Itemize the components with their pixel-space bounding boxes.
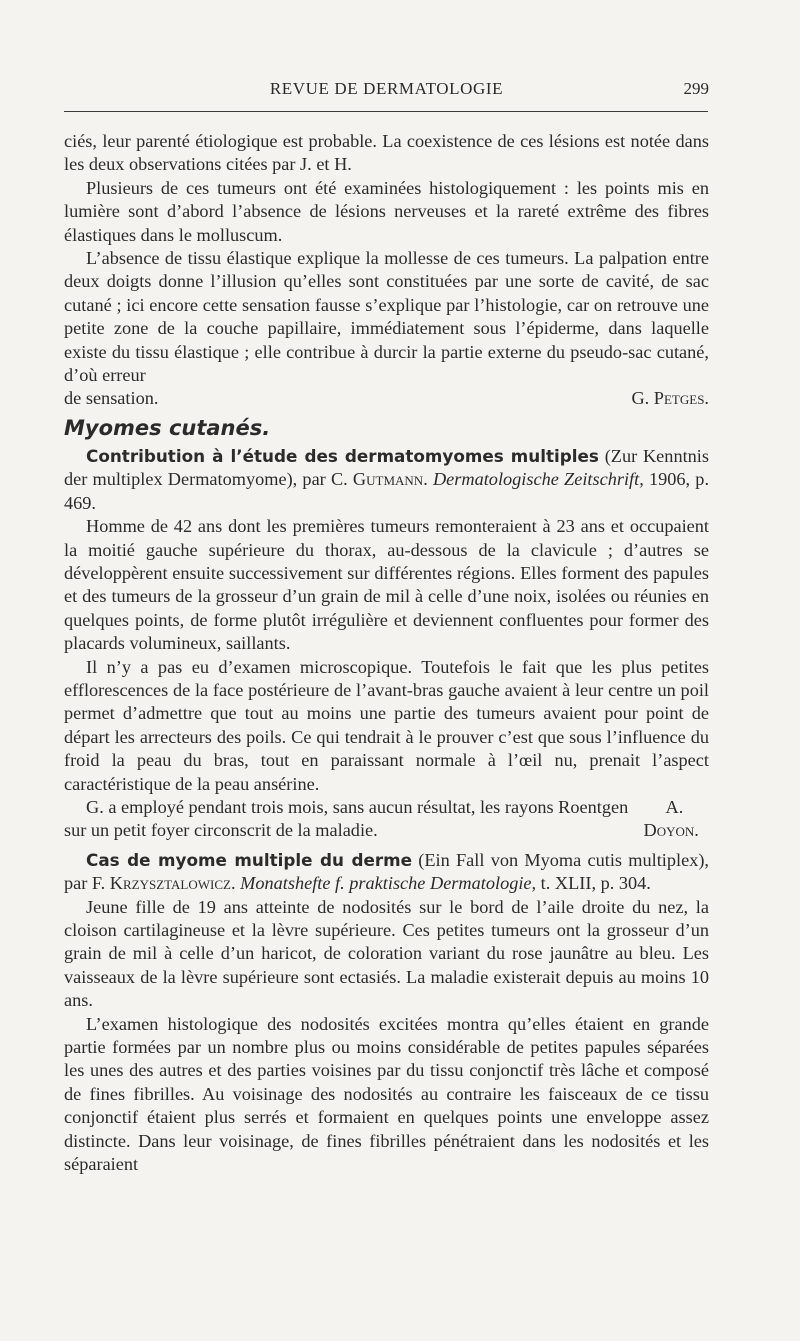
paragraph-histology: Plusieurs de ces tumeurs ont été examinées histologiquement : les points mis en lumière sont d’abord l’absence de lésions nerveuses et la rareté extrême des fibres élastiques dans le molluscum. bbox=[64, 177, 709, 245]
reference-text: (Zur Kenntnis der multiplex Dermatomyome), par C. bbox=[64, 445, 709, 490]
article-reference-2 bbox=[64, 849, 709, 896]
paragraph-case-1: Homme de 42 ans dont les premières tumeurs remonteraient à 23 ans et occupaient la moitié gauche supérieure du thorax, au-dessous de la clavicule ; d’autres se développèrent ensuite successivement sur différentes régions. Elles forment des papules et des tumeurs de la grosseur d’un grain de mil à celle d’une noix, isolées ou réunies en quelques points, de forme plutôt irrégulière et deviennent confluentes pour former des placards volumineux, saillants. bbox=[64, 516, 709, 654]
paragraph-microscopy: Il n’y a pas eu d’examen microscopique. Toutefois le fait que les plus petites efflorescences de la face postérieure de l’avant-bras gauche avaient à leur centre un poil permet d’admettre que tout au moins une partie des tumeurs avaient pour point de départ les arrecteurs des poils. Ce qui tendrait à le prouver c’est que sous l’influence du froid la peau du bras, tout en paraissant normale à l’œil nu, prenait l’aspect caractéristique de la peau ansérine. bbox=[64, 656, 709, 794]
page-header bbox=[64, 79, 709, 101]
article-author-1: Gutmann bbox=[352, 469, 424, 490]
paragraph-histology-2: L’examen histologique des nodosités excitées montra qu’elles étaient en grande partie formées par un nombre plus ou moins considérable de petites papules séparées les unes des autres et des parties voisines par du tissu conjonctif très lâche et composé de fines fibrilles. Au voisinage des nodosités au contraire les faisceaux de ce tissu conjonctif étaient plus serrés et formaient en quelques points une enveloppe assez distincte. Dans leur voisinage, de fines fibrilles pénétraient dans les nodosités et les séparaient bbox=[64, 1013, 709, 1175]
journal-name-2: Monatshefte f. praktische Dermatologie, bbox=[240, 873, 537, 894]
signature-petges: G. Petges. bbox=[631, 388, 709, 409]
article-title-2: Cas de myome multiple du derme bbox=[86, 849, 413, 870]
section-heading: Myomes cutanés. bbox=[64, 415, 271, 440]
signature-doyon: A. Doyon. bbox=[643, 796, 699, 841]
signature-line bbox=[64, 796, 709, 843]
article-title-1: Contribution à l’étude des dermatomyomes multiples bbox=[86, 445, 599, 466]
paragraph-case-2: Jeune fille de 19 ans atteinte de nodosités sur le bord de l’aile droite du nez, la cloison cartilagineuse et la lèvre supérieure. Ces petites tumeurs ont la grosseur d’un grain de mil à celle d’un haricot, de coloration variant du rose jaunâtre au bleu. Les vaisseaux de la lèvre supérieure sont ectasiés. La maladie existerait depuis au moins 10 ans. bbox=[64, 896, 709, 1011]
reference-text: t. XLII, p. 304. bbox=[536, 873, 651, 894]
reference-text: . bbox=[423, 469, 433, 490]
signature-line bbox=[64, 387, 709, 410]
reference-text: 1906, p. 469. bbox=[64, 469, 710, 513]
running-title: REVUE DE DERMATOLOGIE bbox=[269, 79, 504, 98]
article-author-2: Krzysztalowicz bbox=[109, 873, 231, 894]
page-number: 299 bbox=[683, 79, 709, 98]
paragraph-end: de sensation. bbox=[64, 388, 159, 409]
paragraph-elastic-tissue: L’absence de tissu élastique explique la mollesse de ces tumeurs. La palpation entre deux doigts donne l’illusion qu’elles sont constituées par une sorte de cavité, de sac cutané ; ici encore cette sensation fausse s’explique par l’histologie, car on retrouve une petite zone de la couche papillaire, immédiatement sous l’épiderme, dans laquelle existe du tissu élastique ; elle contribue à durcir la partie externe du pseudo-sac cutané, d’où erreur bbox=[64, 248, 709, 386]
paragraph-treatment: G. a employé pendant trois mois, sans aucun résultat, les rayons Roentgen sur un petit foyer circonscrit de la maladie. bbox=[64, 796, 629, 841]
article-reference-1 bbox=[64, 445, 709, 515]
header-rule bbox=[64, 111, 708, 112]
reference-text: (Ein Fall von Myoma cutis multiplex), par F. bbox=[64, 849, 709, 894]
journal-name-1: Dermatologische Zeitschrift, bbox=[432, 469, 644, 490]
paragraph-continuation: ciés, leur parenté étiologique est probable. La coexistence de ces lésions est notée dans les deux observations citées par J. et H. bbox=[64, 131, 709, 175]
text-body bbox=[64, 130, 709, 1176]
reference-text: . bbox=[230, 873, 241, 894]
